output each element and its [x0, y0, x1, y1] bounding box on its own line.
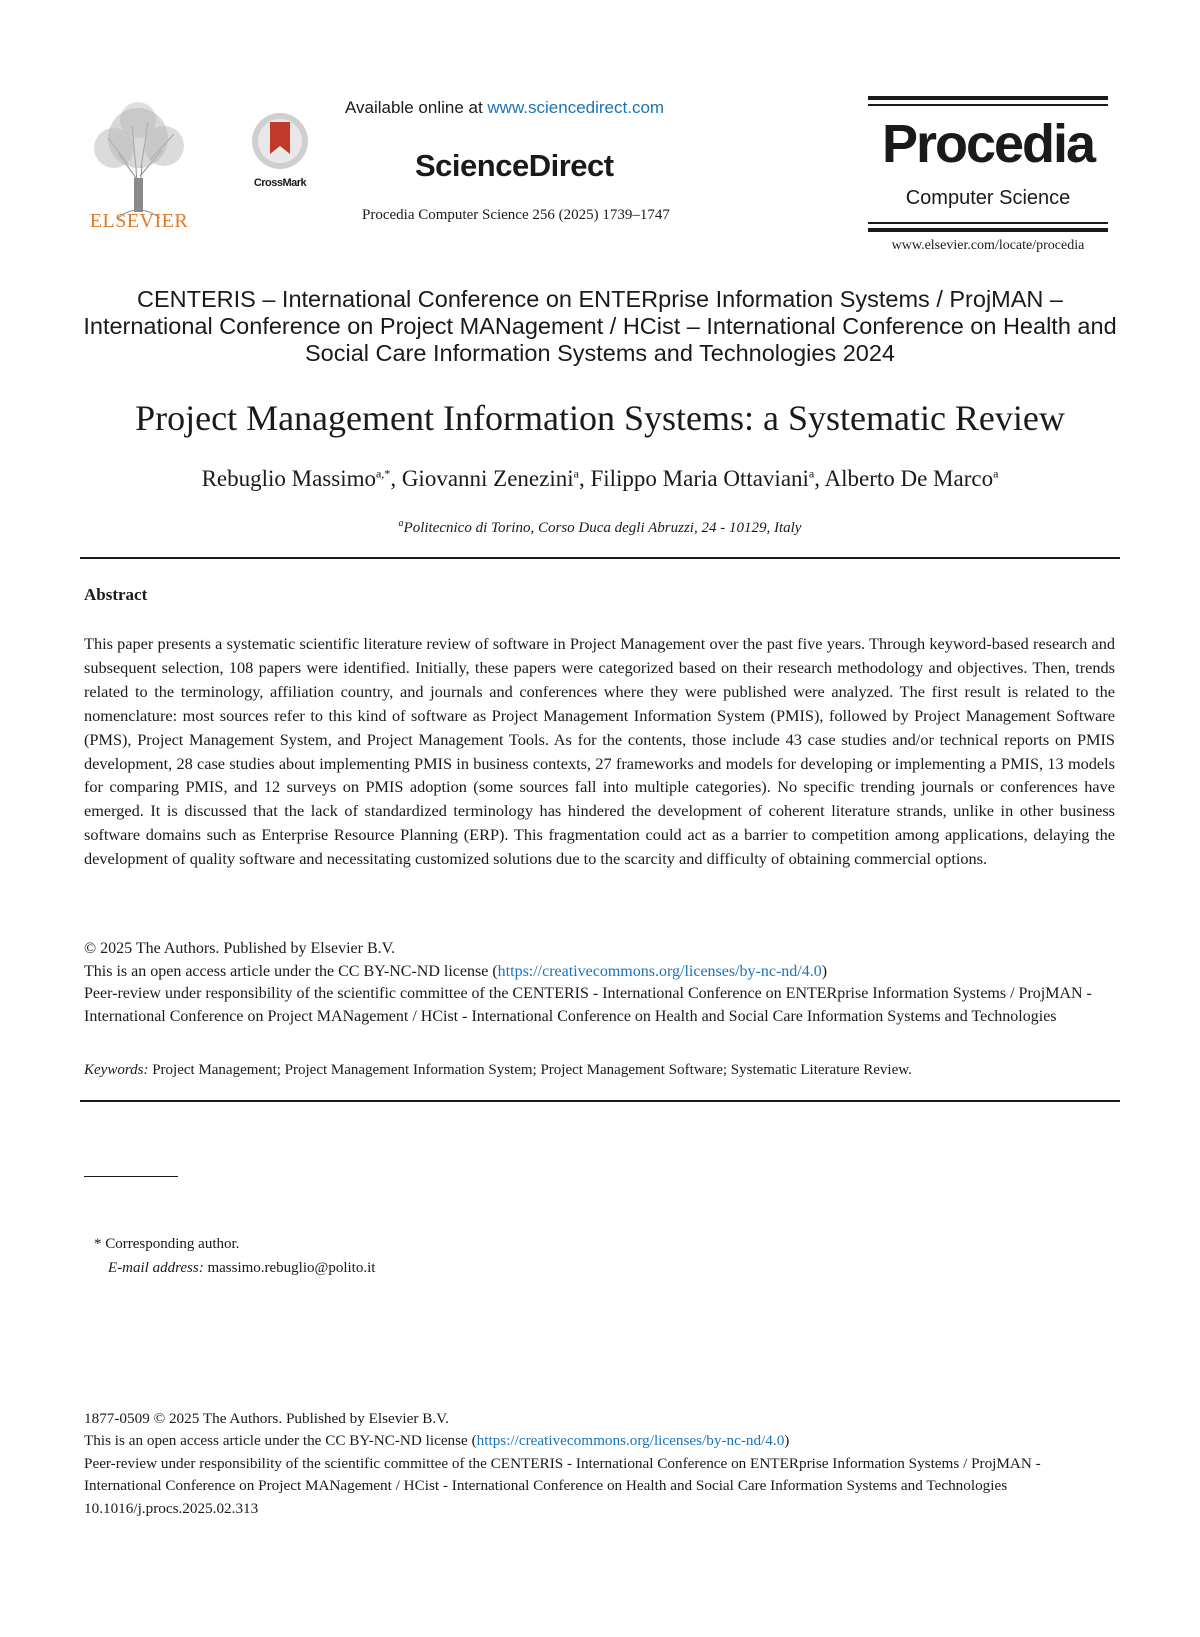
author-name: Alberto De Marco: [824, 466, 994, 491]
conference-name: CENTERIS – International Conference on ENTERprise Information Systems / ProjMAN – International Conference on Project MANagement / HCist – International Conference on Health and Social Care Information Systems and Technologies 2024: [83, 286, 1117, 366]
abstract-heading: Abstract: [84, 585, 148, 604]
footnote-rule: [84, 1176, 178, 1177]
email-address[interactable]: massimo.rebuglio@polito.it: [207, 1260, 376, 1276]
affiliation-text: Politecnico di Torino, Corso Duca degli Abruzzi, 24 - 10129, Italy: [403, 520, 802, 536]
keywords-label: Keywords:: [84, 1062, 149, 1078]
issn-line: 1877-0509 © 2025 The Authors. Published by Elsevier B.V.: [84, 1410, 449, 1427]
crossmark-badge[interactable]: [244, 110, 316, 190]
journal-reference: Procedia Computer Science 256 (2025) 1739–1747: [362, 207, 670, 223]
author-separator: ,: [578, 466, 591, 491]
author-affiliation-marker: a: [993, 466, 999, 481]
author-separator: ,: [814, 466, 825, 491]
doi-line[interactable]: 10.1016/j.procs.2025.02.313: [84, 1499, 259, 1517]
email-label: E-mail address:: [108, 1260, 204, 1276]
crossmark-label: CrossMark: [253, 177, 307, 189]
author-list: [80, 466, 1120, 492]
email-note: [108, 1260, 375, 1277]
license-prefix: This is an open access article under the CC BY-NC-ND license (: [84, 962, 498, 980]
affiliation: [80, 518, 1120, 537]
bottom-peer-review: Peer-review under responsibility of the scientific committee of the CENTERIS - International Conference on ENTERprise Information Systems / ProjMAN - International Conference on Project MANagement / HCist - International Conference on Health and Social Care Information Systems and Technologies: [84, 1454, 1041, 1495]
availability-line: [345, 98, 664, 118]
copyright-line: © 2025 The Authors. Published by Elsevier B.V.: [84, 940, 396, 957]
peer-review-line: Peer-review under responsibility of the scientific committee of the CENTERIS - International Conference on ENTERprise Information Systems / ProjMAN - International Conference on Project MANagement / HCist - International Conference on Health and Social Care Information Systems and Technologies: [84, 985, 1092, 1025]
author-separator: ,: [390, 466, 402, 491]
bottom-license-link[interactable]: https://creativecommons.org/licenses/by-nc-nd/4.0: [476, 1432, 785, 1450]
keywords-text: Project Management; Project Management Information System; Project Management Software; Systematic Literature Review.: [152, 1062, 912, 1078]
abstract-copyright-block: [84, 938, 1115, 1028]
author-affiliation-marker: a: [808, 466, 815, 481]
author-name: Rebuglio Massimo: [201, 466, 376, 491]
sciencedirect-logo: ScienceDirect: [415, 148, 614, 183]
journal-rule-top: [868, 96, 1108, 100]
abstract-bottom-rule: [80, 1100, 1120, 1102]
author-name: Filippo Maria Ottaviani: [590, 466, 809, 491]
crossmark-icon: [244, 110, 316, 172]
affiliation-marker: a: [398, 518, 404, 529]
journal-title: Procedia: [881, 114, 1095, 174]
elsevier-wordmark: ELSEVIER: [89, 210, 189, 232]
license-line: [84, 961, 1115, 984]
journal-url[interactable]: www.elsevier.com/locate/procedia: [891, 238, 1085, 253]
journal-rule-top-thin: [868, 104, 1108, 106]
bottom-license-line: [84, 1430, 1115, 1452]
corresponding-author-note: * Corresponding author.: [94, 1236, 240, 1252]
journal-rule-bottom-thin: [868, 222, 1108, 224]
abstract-body: This paper presents a systematic scientific literature review of software in Project Management over the past five years. Through keyword-based research and subsequent selection, 108 papers were identified. Initially, these papers were categorized based on their research methodology and objectives. Then, trends related to the terminology, affiliation country, and journals and conferences where they were published were analyzed. The first result is related to the nomenclature: most sources refer to this kind of software as Project Management Information System (PMIS), followed by Project Management Software (PMS), Project Management System, and Project Management Tools. As for the contents, those include 43 case studies and/or technical reports on PMIS development, 28 case studies about implementing PMIS in business contexts, 27 frameworks and models for developing or implementing a PMIS, 13 models for comparing PMIS, and 12 surveys on PMIS adoption (some sources fall into multiple categories). No specific trending journals or conferences have emerged. It is discussed that the lack of standardized terminology has hindered the development of coherent literature strands, unlike in other business software domains such as Enterprise Resource Planning (ERP). This fragmentation could act as a barrier to competition among applications, delaying the development of quality software and necessitating customized solutions due to the scarcity and difficulty of obtaining commercial options.: [84, 634, 1115, 869]
abstract-top-rule: [80, 557, 1120, 559]
author-affiliation-marker: a,*: [375, 466, 391, 481]
journal-rule-bottom: [868, 228, 1108, 232]
license-suffix: ): [821, 962, 828, 980]
license-link[interactable]: https://creativecommons.org/licenses/by-nc-nd/4.0: [497, 962, 822, 980]
bottom-license-block: [84, 1408, 1115, 1520]
bottom-license-suffix: ): [784, 1432, 790, 1450]
paper-title: Project Management Information Systems: a Systematic Review: [135, 398, 1065, 438]
author-name: Giovanni Zenezini: [401, 466, 574, 491]
keywords-line: [84, 1062, 1115, 1079]
journal-subtitle: Computer Science: [905, 187, 1071, 209]
availability-prefix: Available online at: [345, 98, 488, 117]
sciencedirect-link[interactable]: www.sciencedirect.com: [487, 98, 665, 117]
author-affiliation-marker: a: [573, 466, 579, 481]
bottom-license-prefix: This is an open access article under the CC BY-NC-ND license (: [84, 1432, 477, 1450]
